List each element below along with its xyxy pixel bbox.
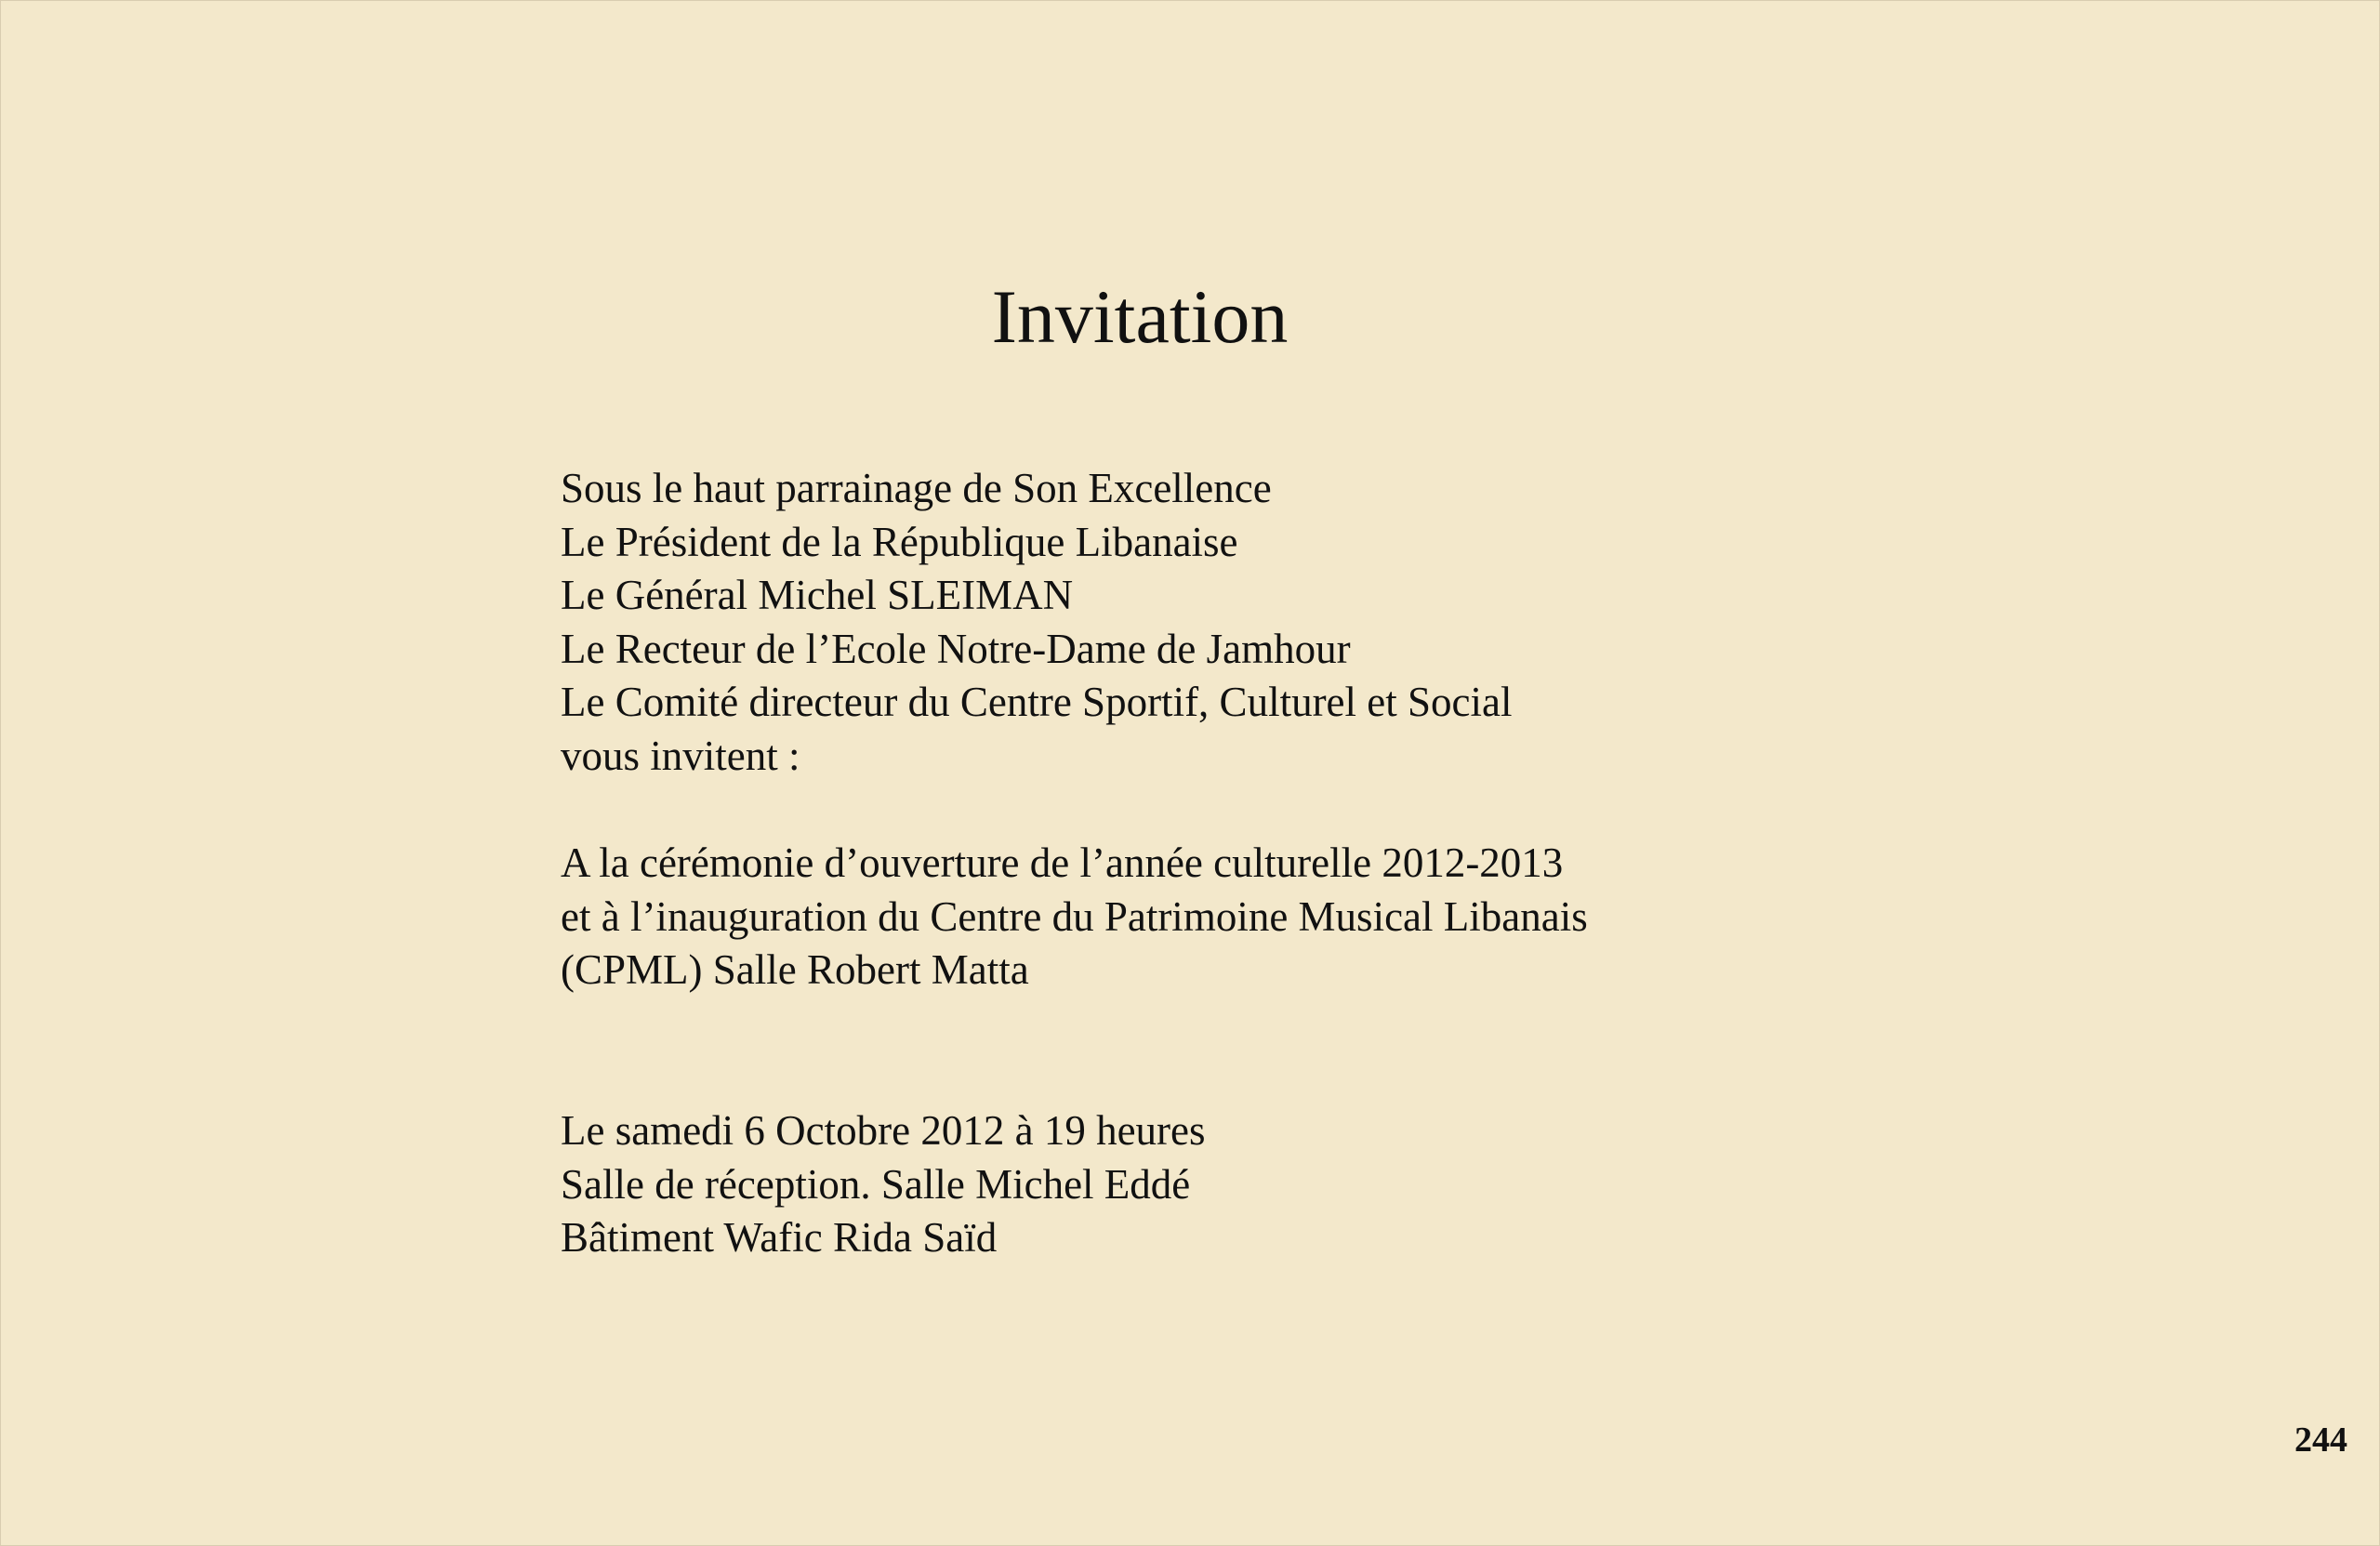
details-line: Bâtiment Wafic Rida Saïd [561,1214,998,1262]
patronage-line: vous invitent : [561,732,800,779]
patronage-block [561,462,1513,784]
event-block [561,837,1588,998]
event-line: A la cérémonie d’ouverture de l’année culturelle 2012-2013 [561,839,1564,886]
patronage-line: Sous le haut parrainage de Son Excellence [561,465,1272,511]
details-block [561,1104,1206,1265]
patronage-line: Le Comité directeur du Centre Sportif, Culturel et Social [561,679,1513,726]
patronage-line: Le Président de la République Libanaise [561,518,1238,565]
details-line: Salle de réception. Salle Michel Eddé [561,1160,1191,1208]
event-line: et à l’inauguration du Centre du Patrimoine Musical Libanais [561,892,1588,940]
details-line: Le samedi 6 Octobre 2012 à 19 heures [561,1107,1206,1154]
page-title: Invitation [991,274,1289,359]
patronage-line: Le Recteur de l’Ecole Notre-Dame de Jamhour [561,625,1351,672]
page-number: 244 [2294,1420,2347,1460]
event-line: (CPML) Salle Robert Matta [561,946,1029,994]
patronage-line: Le Général Michel SLEIMAN [561,572,1074,619]
